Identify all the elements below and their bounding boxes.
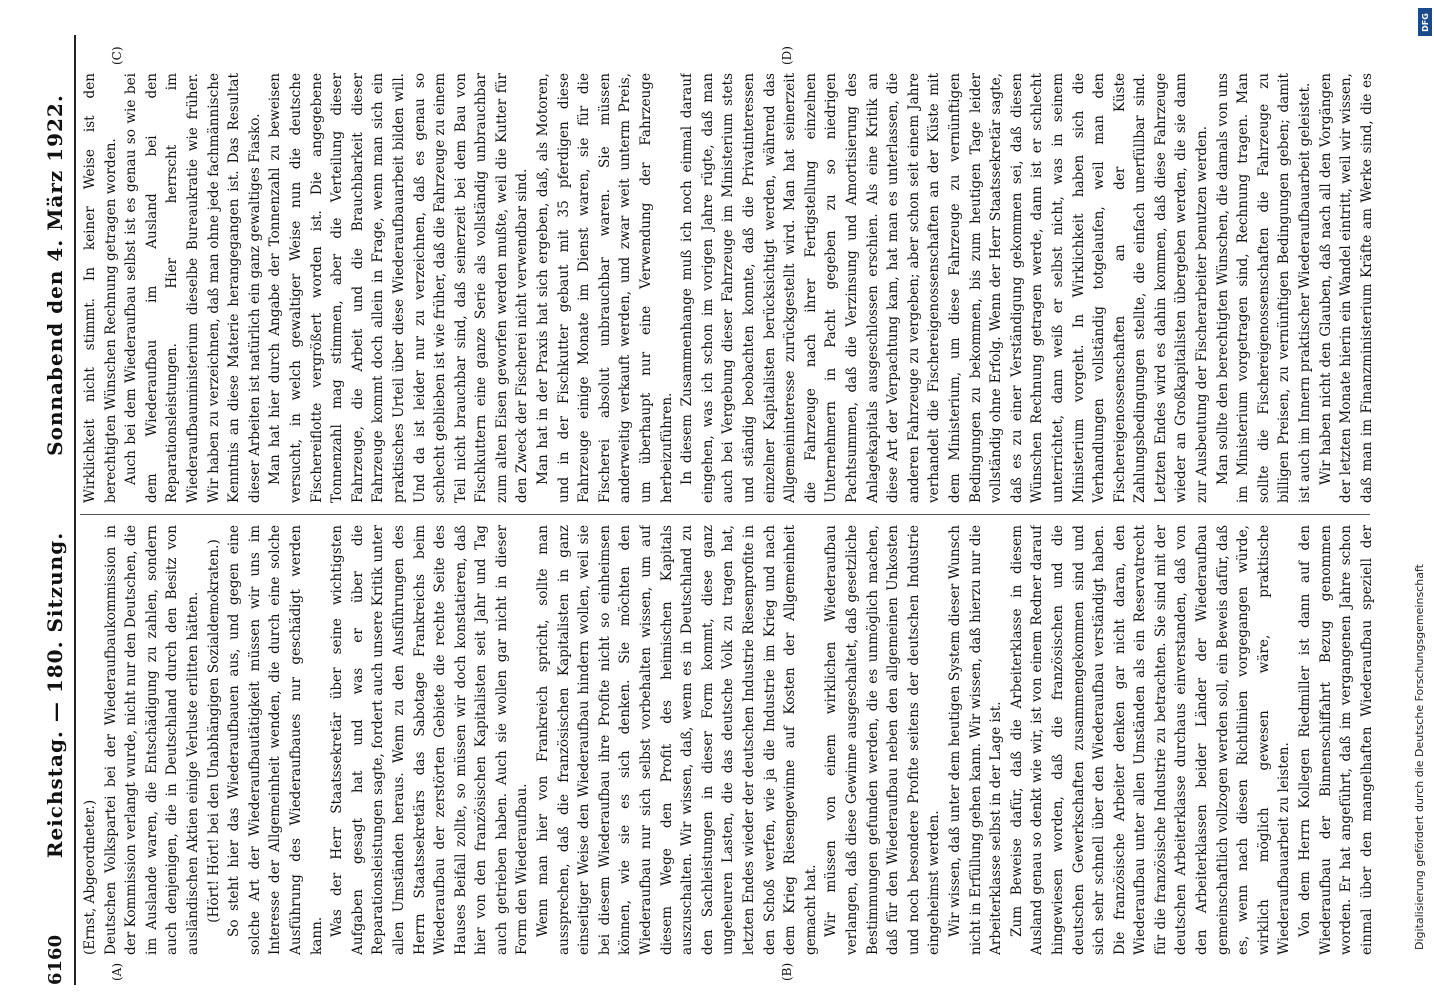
right-column	[80, 73, 1380, 503]
margin-marker-d: (D)	[780, 46, 794, 65]
speaker-label: (Ernst, Abgeordneter.)	[82, 799, 98, 955]
left-paragraph: Was der Herr Staatssekretär über seine wichtigsten Aufgaben gesagt hat und was er über die Reparationsleistungen sagte, fordert auch unsere Kritik unter allen Umständen heraus. Wenn zu den Ausführungen des Herrn Staatssekretärs das Sabotage Frankreichs beim Wiederaufbau der zerstörten Gebiete die rechte Seite des Hauses Beifall zollte, so müssen wir doch konstatieren, daß hier von den französischen Kapitalisten seit Jahr und Tag auch getrieben haben. Auch sie wollen gar nicht in dieser Form den Wiederaufbau.	[329, 525, 531, 955]
rotated-page-content	[40, 35, 1390, 985]
margin-marker-a: (A)	[110, 962, 124, 981]
digitization-credit: Digitalisierung gefördert durch die Deutsche Forschungsgemeinschaft	[1413, 564, 1426, 950]
right-paragraph: Wirklichkeit nicht stimmt. In keiner Weise ist den berechtigten Wünschen Rechnung getragen worden.	[82, 73, 119, 503]
left-column	[80, 525, 1380, 955]
page-header	[40, 35, 70, 985]
left-paragraph: Von dem Herrn Kollegen Riedmiller ist dann auf den Wiederaufbau der Binnenschiffahrt Bezug genommen worden. Er hat angeführt, daß im vergangenen Jahre schon einmal über den mangelhaften Wiederaufbau speziell der	[1297, 525, 1375, 955]
right-paragraph: Man hat hier durch Angabe der Tonnenzahl zu beweisen versucht, in welch gewaltiger Weise nun die deutsche Fischereiflotte vergrößert worden ist. Die angegebene Tonnenzahl mag stimmen, aber die Verteilung dieser Fahrzeuge, die Arbeit und die Brauchbarkeit dieser Fahrzeuge kommt doch allein in Frage, wenn man sich ein praktisches Urteil über diese Wiederaufbauarbeit bilden will. Und da ist leider nur zu verzeichnen, daß es genau so schlecht geblieben ist wie früher, daß die Fahrzeuge zu einem Teil nicht brauchbar sind, daß seinerzeit bei dem Bau von Fischkuttern eine ganze Serie als vollständig unbrauchbar zum alten Eisen geworfen werden mußte, weil die Kutter für den Zweck der Fischerei nicht verwendbar sind.	[267, 73, 531, 503]
left-paragraph: Wir müssen von einem wirklichen Wiederaufbau verlangen, daß diese Gewinne ausgeschaltet, daß gesetzliche Bestimmungen gefunden werden, die es unmöglich machen, daß für den Wiederaufbau neben den allgemeinen Unkosten und noch besondere Profite seitens der deutschen Industrie eingeheimst werden.	[823, 525, 943, 955]
left-paragraph: (Hört! Hört! bei den Unabhängigen Sozialdemokraten.)	[205, 539, 222, 923]
right-paragraph: In diesem Zusammenhange muß ich noch einmal darauf eingehen, was ich schon im vorigen Jahre rügte, daß man auch bei Vergebung dieser Fahrzeuge im Ministerium stets und ständig beobachten konnte, daß die Privatinteressen einzelner Kapitalisten berücksichtigt werden, während das Allgemeininteresse zurückgestellt wird. Man hat seinerzeit die Fahrzeuge nach ihrer Fertigstellung einzelnen Unternehmern in Pacht gegeben zu so niedrigen Pachtsummen, daß die Verzinsung und Amortisierung des Anlagekapitals ausgeschlossen erschien. Als eine Kritik an diese Art der Verpachtung kam, hat man es unterlassen, die anderen Fahrzeuge zu vergeben; aber schon seit einem Jahre verhandelt die Fischereigenossenschaften an der Küste mit dem Ministerium, um diese Fahrzeuge zu vernünftigen Bedingungen zu bekommen, bis zum heutigen Tage leider vollständig ohne Erfolg. Wenn der Herr Staatssekretär sagte, daß es zu einer Verständigung gekommen sei, daß diesen Wünschen Rechnung getragen werde, dann ist er schlecht unterrichtet, dann weiß er selbst nicht, was in seinem Ministerium vorgeht. In Wirklichkeit haben sich die Verhandlungen vollständig totgelaufen, weil man den Fischereigenossenschaften an der Küste Zahlungsbedingungen stellte, die einfach unerfüllbar sind. Letzten Endes wird es dahin kommen, daß diese Fahrzeuge wieder an Großkapitalisten übergeben werden, die sie dann zur Ausbeutung der Fischerarbeiter benutzen werden.	[679, 73, 1211, 503]
margin-marker-b: (B)	[780, 962, 794, 981]
header-rule	[74, 35, 76, 985]
dfg-logo	[1418, 8, 1432, 36]
header-right-title: Sonnabend den 4. März 1922.	[43, 94, 67, 456]
header-left-title: Reichstag. — 180. Sitzung.	[43, 531, 67, 859]
page-number: 6160	[44, 934, 66, 985]
dfg-logo-text: DFG	[1420, 12, 1430, 32]
left-paragraph: Wenn man hier von Frankreich spricht, sollte man aussprechen, daß die französischen Kapitalisten in ganz einseitiger Weise den Wiederaufbau hindern wollen, weil sie bei diesem Wiederaufbau ihre Profite nicht so einheimsen können, wie sie es sich denken. Sie möchten den Wiederaufbau nur sich selbst vorbehalten wissen, um auf diesem Wege den Profit des heimischen Kapitals auszuschalten. Wir wissen, daß, wenn es in Deutschland zu den Sachleistungen in dieser Form kommt, diese ganz ungeheuren Lasten, die das deutsche Volk zu tragen hat, letzten Endes wieder der deutschen Industrie Riesenprofite in den Schoß werfen, wie ja die Industrie im Krieg und nach dem Krieg Riesengewinne auf Kosten der Allgemeinheit gemacht hat.	[535, 525, 819, 955]
right-paragraph: Man hat in der Praxis hat sich ergeben, daß, als Motoren, und in der Fischkutter gebaut mit 35 pferdigen diese Fahrzeuge einige Monate im Dienst waren, sie für die Fischerei absolut unbrauchbar waren. Sie müssen anderweitig verkauft werden, und zwar weit unterm Preis, um überhaupt nur eine Verwendung der Fahrzeuge herbeizuführen.	[535, 73, 675, 503]
digitization-sidebar	[1405, 0, 1434, 1000]
left-paragraph: Deutschen Volkspartei bei der Wiederaufbaukommission in der Kommission verlangt wurde, nicht nur den Deutschen, die im Auslande waren, die Entschädigung zu zahlen, sondern auch denjenigen, die in Deutschland durch den Besitz von ausländischen Aktien einige Verluste erlitten hätten.	[102, 525, 201, 955]
right-paragraph: Auch bei dem Wiederaufbau selbst ist es genau so wie bei dem Wiederaufbau im Ausland bei den Reparationsleistungen. Hier herrscht im Wiederaufbauministerium dieselbe Bureaukratie wie früher. Wir haben zu verzeichnen, daß man ohne jede fachmännische Kenntnis an diese Materie herangegangen ist. Das Resultat dieser Arbeiten ist natürlich ein ganz gewaltiges Fiasko.	[123, 73, 263, 503]
right-paragraph: Man sollte den berechtigten Wünschen, die damals von uns im Ministerium vorgetragen sind, Rechnung tragen. Man sollte die Fischereigenossenschaften die Fahrzeuge zu billigen Preisen, zu vernünftigen Bedingungen geben; damit ist auch im Innern praktischer Wiederaufbauarbeit geleistet.	[1214, 73, 1314, 503]
left-paragraph: Wir wissen, daß unter dem heutigen System dieser Wunsch nicht in Erfüllung gehen kann. Wir wissen, daß hierzu nur die Arbeiterklasse selbst in der Lage ist.	[946, 525, 1005, 955]
left-paragraph: So steht hier das Wiederaufbauen aus, und gegen eine solche Art der Wiederaufbautätigkeit müssen wir uns im Interesse der Allgemeinheit wenden, die durch eine solche Ausführung des Wiederaufbaues nur geschädigt werden kann.	[226, 525, 325, 955]
margin-marker-c: (C)	[110, 46, 124, 65]
right-paragraph: Wir haben nicht den Glauben, daß nach all den Vorgängen der letzten Monate hierin ein Wandel eintritt, weil wir wissen, daß man im Finanzministerium Kräfte am Werke sind, die es	[1317, 73, 1375, 503]
left-paragraph: Zum Beweise dafür, daß die Arbeiterklasse in diesem Ausland genau so denkt wie wir, ist von einem Redner darauf hingewiesen worden, daß die französischen und die deutschen Gewerkschaften zusammengekommen sind und sich sehr schnell über den Wiederaufbau verständigt haben. Die französische Arbeiter denken gar nicht daran, den Wiederaufbau unter allen Umständen als ein Reservatrecht für die französische Industrie zu betrachten. Sie sind mit der deutschen Arbeiterklasse durchaus einverstanden, daß von den Arbeiterklassen beider Länder der Wiederaufbau gemeinschaftlich vollzogen werden soll, ein Beweis dafür, daß es, wenn nach diesen Richtlinien vorgegangen würde, wirklich möglich gewesen wäre, praktische Wiederaufbauarbeit zu leisten.	[1008, 525, 1293, 955]
column-divider	[80, 514, 1370, 515]
